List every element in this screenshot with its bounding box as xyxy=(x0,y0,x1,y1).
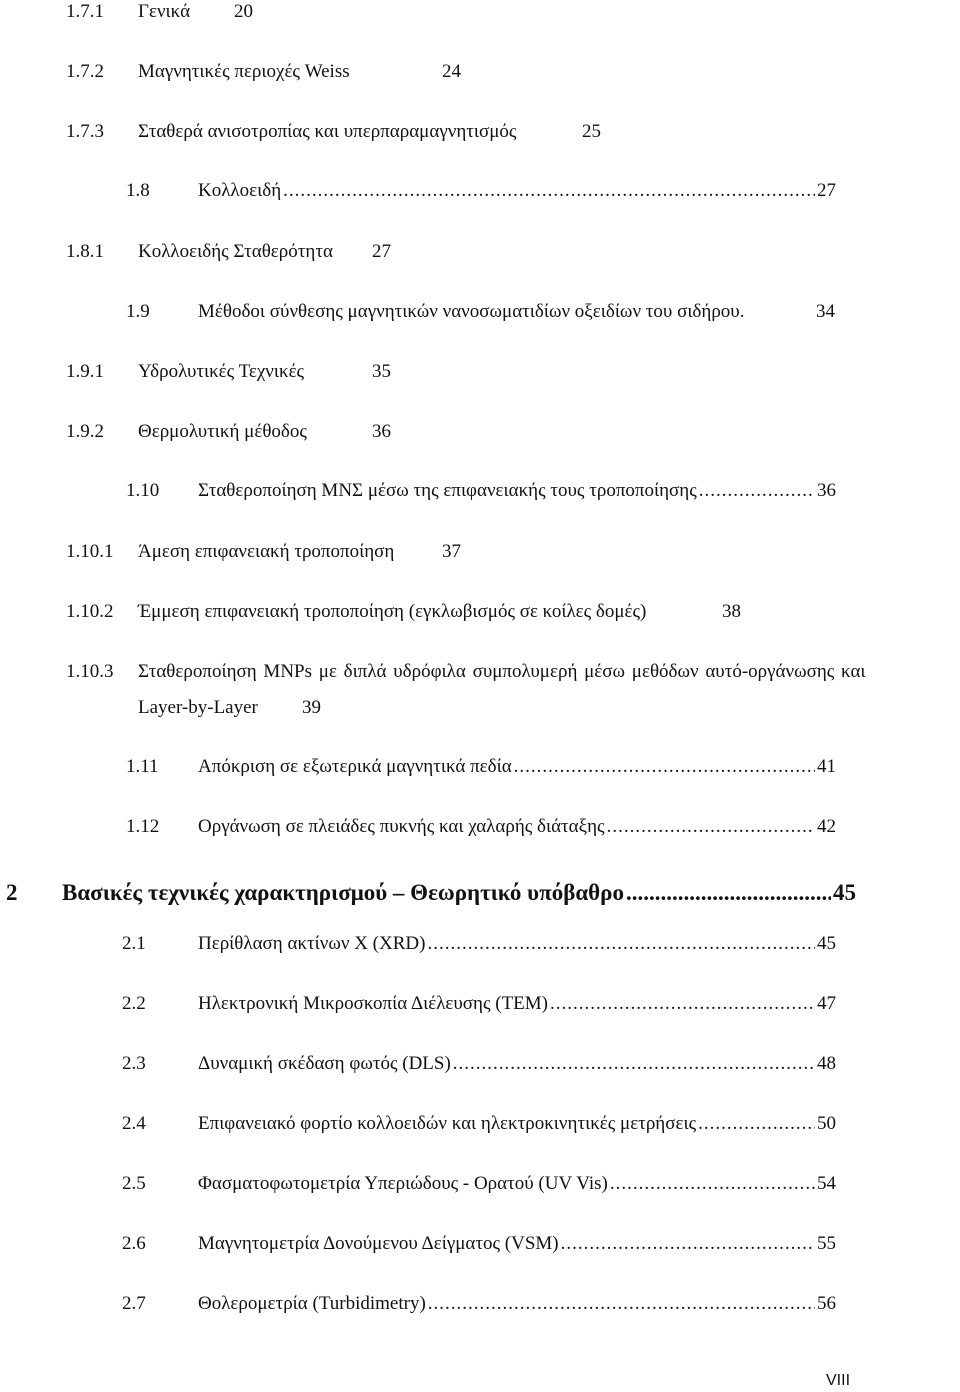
toc-entry-title: Υδρολυτικές Τεχνικές xyxy=(138,361,305,382)
toc-entry-page: 38 xyxy=(722,601,741,622)
toc-leader-dots xyxy=(561,1233,815,1255)
toc-entry-title: Κολλοειδής Σταθερότητα xyxy=(138,241,333,262)
toc-leader-dots xyxy=(283,180,815,202)
toc-entry-number: 1.10.3 xyxy=(66,661,114,682)
toc-entry-title-continued: Layer-by-Layer xyxy=(138,697,258,718)
toc-entry-page: 24 xyxy=(442,61,461,82)
toc-chapter-2[interactable] xyxy=(6,879,856,907)
toc-entry-2-4[interactable] xyxy=(122,1113,836,1135)
toc-entry-number: 2.6 xyxy=(122,1233,146,1254)
toc-entry-1-8[interactable] xyxy=(126,180,836,202)
toc-entry-number: 2.7 xyxy=(122,1293,146,1314)
toc-entry-title: Σταθεροποίηση MNPs με διπλά υδρόφιλα συμπολυμερή μέσω μεθόδων αυτό-οργάνωσης και xyxy=(138,661,866,682)
toc-entry-title: Θολερομετρία (Turbidimetry) xyxy=(198,1293,426,1314)
toc-entry-page: 36 xyxy=(372,421,391,442)
toc-entry-title: Κολλοειδή xyxy=(198,180,282,201)
toc-entry-1-12[interactable] xyxy=(126,816,836,838)
toc-leader-dots xyxy=(698,1113,815,1135)
toc-entry-title: Σταθερά ανισοτροπίας και υπερπαραμαγνητισμός xyxy=(138,121,517,142)
toc-leader-dots xyxy=(626,879,831,907)
toc-entry-number: 1.7.2 xyxy=(66,61,104,82)
toc-leader-dots xyxy=(453,1053,815,1075)
toc-entry-2-2[interactable] xyxy=(122,993,836,1015)
toc-entry-page: 35 xyxy=(372,361,391,382)
toc-chapter-page: 45 xyxy=(833,880,856,905)
toc-entry-page: 48 xyxy=(817,1053,836,1074)
toc-entry-page: 54 xyxy=(817,1173,836,1194)
toc-entry-1-10[interactable] xyxy=(126,480,836,502)
toc-entry-number: 2.1 xyxy=(122,933,146,954)
toc-entry-number: 1.7.1 xyxy=(66,1,104,22)
toc-entry-title: Άμεση επιφανειακή τροποποίηση xyxy=(138,541,395,562)
toc-entry-page: 34 xyxy=(816,301,835,322)
toc-leader-dots xyxy=(428,1293,815,1315)
toc-entry-number: 2.3 xyxy=(122,1053,146,1074)
toc-entry-title: Μέθοδοι σύνθεσης μαγνητικών νανοσωματιδίων οξειδίων του σιδήρου. xyxy=(198,301,745,322)
toc-entry-2-3[interactable] xyxy=(122,1053,836,1075)
toc-entry-page: 39 xyxy=(302,697,321,718)
toc-entry-title: Μαγνητικές περιοχές Weiss xyxy=(138,61,350,82)
toc-entry-page: 20 xyxy=(234,1,253,22)
toc-entry-page: 27 xyxy=(817,180,836,201)
toc-entry-number: 1.7.3 xyxy=(66,121,104,142)
toc-entry-page: 47 xyxy=(817,993,836,1014)
toc-entry-page: 55 xyxy=(817,1233,836,1254)
toc-entry-2-6[interactable] xyxy=(122,1233,836,1255)
toc-entry-title: Έμμεση επιφανειακή τροποποίηση (εγκλωβισμός σε κοίλες δομές) xyxy=(138,601,647,622)
toc-leader-dots xyxy=(550,993,815,1015)
toc-entry-number: 1.9.2 xyxy=(66,421,104,442)
toc-entry-title: Οργάνωση σε πλειάδες πυκνής και χαλαρής διάταξης xyxy=(198,816,605,837)
toc-entry-title: Μαγνητομετρία Δονούμενου Δείγματος (VSM) xyxy=(198,1233,559,1254)
toc-entry-page: 50 xyxy=(817,1113,836,1134)
toc-entry-page: 27 xyxy=(372,241,391,262)
toc-entry-2-1[interactable] xyxy=(122,933,836,955)
toc-entry-number: 2.4 xyxy=(122,1113,146,1134)
toc-entry-number: 1.12 xyxy=(126,816,160,837)
toc-chapter-number: 2 xyxy=(6,880,18,905)
toc-entry-2-7[interactable] xyxy=(122,1293,836,1315)
toc-entry-page: 45 xyxy=(817,933,836,954)
toc-entry-number: 2.5 xyxy=(122,1173,146,1194)
toc-entry-page: 56 xyxy=(817,1293,836,1314)
toc-entry-title: Φασματοφωτομετρία Υπεριώδους - Ορατού (UV Vis) xyxy=(198,1173,608,1194)
toc-entry-title: Απόκριση σε εξωτερικά μαγνητικά πεδία xyxy=(198,756,512,777)
toc-entry-title: Ηλεκτρονική Μικροσκοπία Διέλευσης (TEM) xyxy=(198,993,549,1014)
toc-entry-number: 2.2 xyxy=(122,993,146,1014)
page-number: VIII xyxy=(826,1372,851,1389)
toc-entry-number: 1.10.1 xyxy=(66,541,114,562)
toc-entry-title: Περίθλαση ακτίνων X (XRD) xyxy=(198,933,426,954)
toc-entry-page: 42 xyxy=(817,816,836,837)
toc-entry-title: Επιφανειακό φορτίο κολλοειδών και ηλεκτροκινητικές μετρήσεις xyxy=(198,1113,697,1134)
toc-entry-page: 36 xyxy=(817,480,836,501)
toc-entry-number: 1.9 xyxy=(126,301,150,322)
toc-entry-number: 1.8.1 xyxy=(66,241,104,262)
toc-leader-dots xyxy=(607,816,815,838)
toc-entry-number: 1.11 xyxy=(126,756,159,777)
toc-entry-page: 41 xyxy=(817,756,836,777)
toc-leader-dots xyxy=(427,933,815,955)
toc-entry-1-11[interactable] xyxy=(126,756,836,778)
toc-leader-dots xyxy=(610,1173,815,1195)
toc-entry-title: Σταθεροποίηση ΜΝΣ μέσω της επιφανειακής τους τροποποίησης xyxy=(198,480,697,501)
toc-entry-2-5[interactable] xyxy=(122,1173,836,1195)
toc-entry-page: 37 xyxy=(442,541,461,562)
toc-entry-title: Γενικά xyxy=(138,1,191,22)
toc-leader-dots xyxy=(699,480,815,502)
toc-leader-dots xyxy=(514,756,815,778)
toc-entry-number: 1.9.1 xyxy=(66,361,104,382)
toc-entry-number: 1.10 xyxy=(126,480,160,501)
toc-entry-page: 25 xyxy=(582,121,601,142)
toc-entry-number: 1.8 xyxy=(126,180,150,201)
toc-entry-title: Δυναμική σκέδαση φωτός (DLS) xyxy=(198,1053,451,1074)
toc-chapter-title: Βασικές τεχνικές χαρακτηρισμού – Θεωρητικό υπόβαθρο xyxy=(62,880,624,905)
toc-entry-number: 1.10.2 xyxy=(66,601,114,622)
toc-entry-title: Θερμολυτική μέθοδος xyxy=(138,421,307,442)
